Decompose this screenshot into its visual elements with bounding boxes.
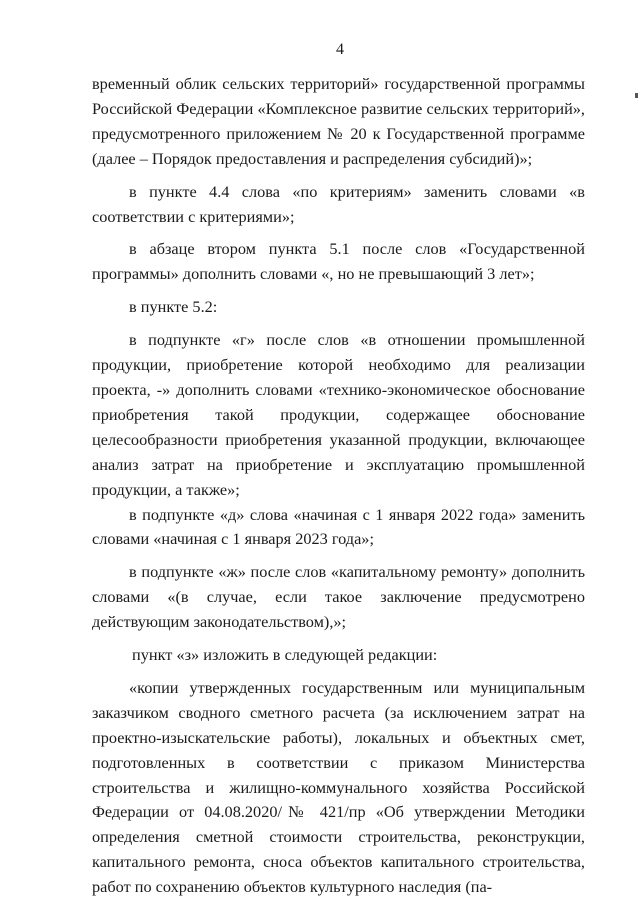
paragraph-subitem-z-heading: пункт «з» изложить в следующей редакции: bbox=[132, 645, 438, 665]
paragraph-item-5-1: в абзаце втором пункта 5.1 после слов «Государственной программы» дополнить словами «, но не превышающий 3 лет»; bbox=[92, 239, 585, 284]
paragraph-item-5-2-heading: в пункте 5.2: bbox=[129, 297, 218, 317]
paragraph-subitem-d: в подпункте «д» слова «начиная с 1 января 2022 года» заменить словами «начиная с 1 января 2023 года»; bbox=[92, 504, 585, 549]
paragraph-subitem-z-text: «копии утвержденных государственным или муниципальным заказчиком сводного сметного расчета (за исключением затрат на проектно-изыскательские работы), локальных и объектных смет, подготовленных в соответствии с приказом Министерства строительства и жилищно-коммунального хозяйства Российской Федерации от 04.08.2020/№ 421/пр «Об утверждении Методики определения сметной стоимости строительства, реконструкции, капитального ремонта, сноса объектов капитального строительства, работ по сохранению объектов культурного наследия (па- bbox=[92, 677, 585, 897]
scan-edge-mark bbox=[635, 93, 638, 98]
paragraph-continuation: временный облик сельских территорий» государственной программы Российской Федерации «Комплексное развитие сельских территорий», предусмотренного приложением № 20 к Государственной программе (далее – Порядок предоставления и распределения субсидий)»; bbox=[92, 74, 585, 168]
paragraph-subitem-g: в подпункте «г» после слов «в отношении промышленной продукции, приобретение которой необходимо для реализации проекта, -» дополнить словами «технико-экономическое обоснование приобретения такой продукции, содержащее обоснование целесообразности приобретения указанной продукции, включающее анализ затрат на приобретение и эксплуатацию промышленной продукции, а также»; bbox=[92, 330, 585, 499]
page-number: 4 bbox=[336, 41, 344, 58]
paragraph-item-4-4: в пункте 4.4 слова «по критериям» заменить словами «в соответствии с критериями»; bbox=[92, 181, 585, 226]
document-body bbox=[92, 72, 585, 900]
paragraph-subitem-zh: в подпункте «ж» после слов «капитальному ремонту» дополнить словами «(в случае, если такое заключение предусмотрено действующим законодательством),»; bbox=[92, 562, 585, 632]
